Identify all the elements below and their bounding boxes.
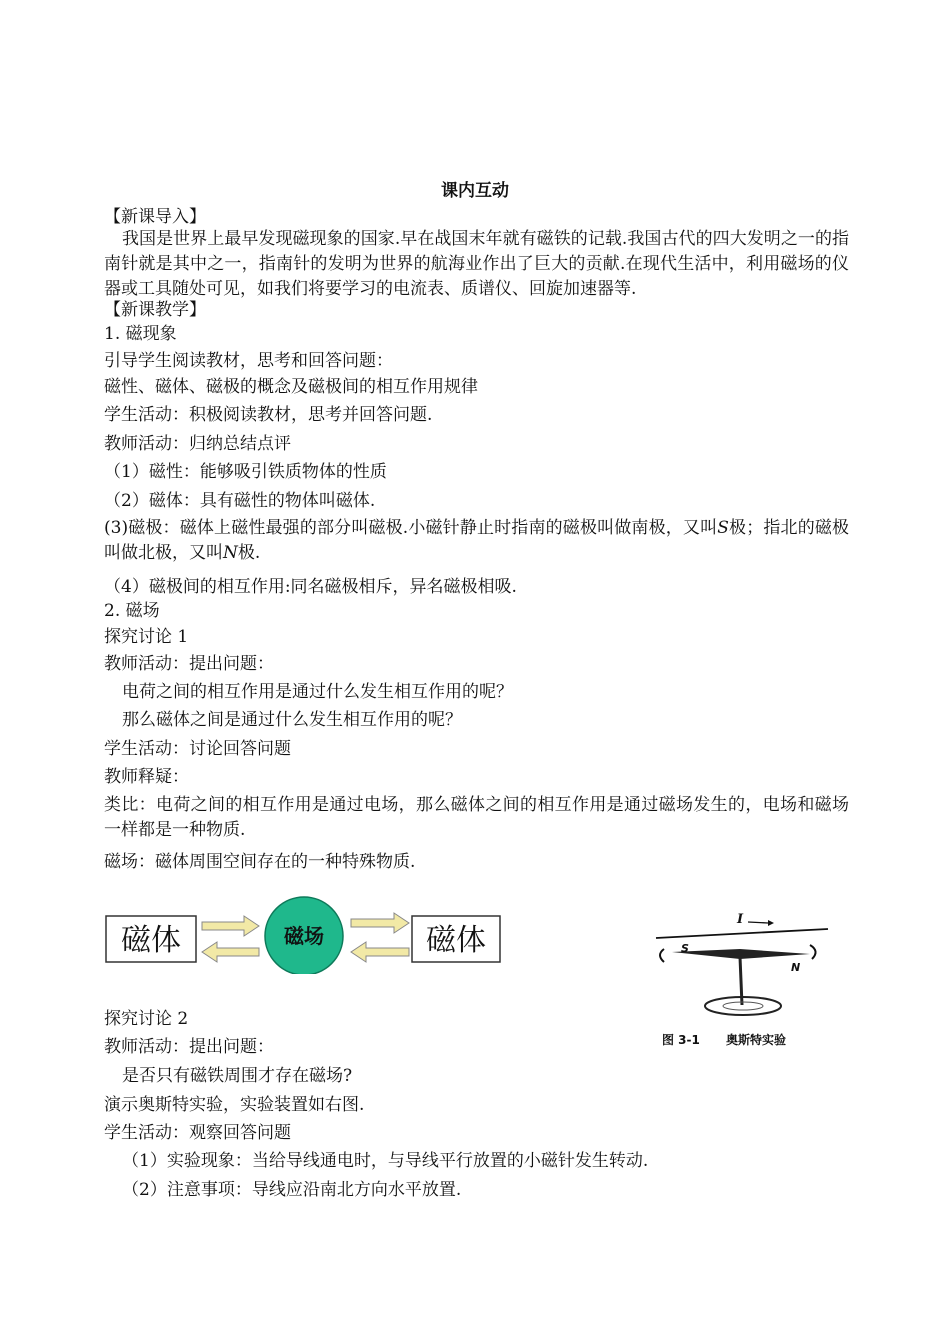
- list-item: （1）磁性：能够吸引铁质物体的性质: [104, 462, 387, 482]
- text-line: 探究讨论 1: [104, 627, 189, 647]
- intro-heading: 【新课导入】: [104, 207, 206, 227]
- text-line: 教师活动：提出问题：: [104, 1037, 274, 1057]
- intro-paragraph: 我国是世界上最早发现磁现象的国家.早在战国末年就有磁铁的记载.我国古代的四大发明之一的指南针就是其中之一，指南针的发明为世界的航海业作出了巨大的贡献.在现代生活中，利用磁场的仪器或工具随处可见，如我们将要学习的电流表、质谱仪、回旋加速器等.: [104, 229, 849, 299]
- item3-part-a: (3)磁极：磁体上磁性最强的部分叫磁极.小磁针静止时指南的磁极叫做南极，又叫: [104, 518, 718, 538]
- list-item: [104, 516, 849, 566]
- text-line: 电荷之间的相互作用是通过什么发生相互作用的呢？: [122, 682, 513, 702]
- north-label: N: [791, 961, 801, 974]
- north-pole-symbol: N: [223, 543, 238, 563]
- text-line: 学生活动：观察回答问题: [104, 1123, 291, 1143]
- text-line: 磁性、磁体、磁极的概念及磁极间的相互作用规律: [104, 377, 478, 397]
- analogy-paragraph: 类比：电荷之间的相互作用是通过电场，那么磁体之间的相互作用是通过磁场发生的，电场和磁场一样都是一种物质.: [104, 795, 849, 840]
- teaching-heading: 【新课教学】: [104, 300, 206, 320]
- list-item: （4）磁极间的相互作用:同名磁极相斥，异名磁极相吸.: [104, 577, 517, 597]
- text-line: 学生活动：积极阅读教材，思考并回答问题.: [104, 405, 433, 425]
- text-line: 是否只有磁铁周围才存在磁场?: [122, 1066, 353, 1086]
- south-pole-symbol: S: [717, 518, 729, 538]
- text-line: 教师释疑：: [104, 767, 189, 787]
- current-label: I: [737, 912, 744, 927]
- rotation-arrow-right-icon: [810, 945, 816, 959]
- arrow-right-icon: [202, 916, 259, 936]
- text-line: 磁场：磁体周围空间存在的一种特殊物质.: [104, 852, 416, 872]
- list-item: （2）注意事项：导线应沿南北方向水平放置.: [122, 1180, 462, 1200]
- list-item: （1）实验现象：当给导线通电时，与导线平行放置的小磁针发生转动.: [122, 1151, 649, 1171]
- text-line: 教师活动：提出问题：: [104, 654, 274, 674]
- rotation-arrow-left-icon: [660, 949, 664, 962]
- left-magnet-label: 磁体: [121, 923, 181, 958]
- oersted-experiment-figure: [650, 905, 840, 1055]
- text-line: 学生活动：讨论回答问题: [104, 739, 291, 759]
- magnet-field-diagram: [104, 894, 504, 974]
- text-line: 探究讨论 2: [104, 1009, 189, 1029]
- field-label: 磁场: [284, 924, 324, 948]
- list-item: （2）磁体：具有磁性的物体叫磁体.: [104, 491, 376, 511]
- current-arrow-icon: [768, 920, 774, 926]
- wire: [656, 929, 828, 938]
- page-title: 课内互动: [441, 181, 509, 201]
- right-magnet-label: 磁体: [426, 923, 486, 958]
- arrow-left-icon: [351, 942, 409, 962]
- figure-number: 图 3-1: [662, 1033, 700, 1047]
- figure-caption: 奥斯特实验: [726, 1033, 787, 1047]
- text-line: 引导学生阅读教材，思考和回答问题：: [104, 351, 393, 371]
- arrow-left-icon: [202, 942, 259, 962]
- text-line: 教师活动：归纳总结点评: [104, 434, 291, 454]
- part1-heading: 1. 磁现象: [104, 324, 177, 344]
- arrow-right-icon: [351, 913, 409, 933]
- item3-part-b: 极；指北的磁极叫做北极，又叫: [104, 518, 850, 563]
- text-line: 演示奥斯特实验，实验装置如右图.: [104, 1095, 365, 1115]
- part2-heading: 2. 磁场: [104, 601, 160, 621]
- item3-part-c: 极.: [237, 543, 261, 563]
- south-label: S: [681, 942, 689, 955]
- text-line: 那么磁体之间是通过什么发生相互作用的呢？: [122, 710, 462, 730]
